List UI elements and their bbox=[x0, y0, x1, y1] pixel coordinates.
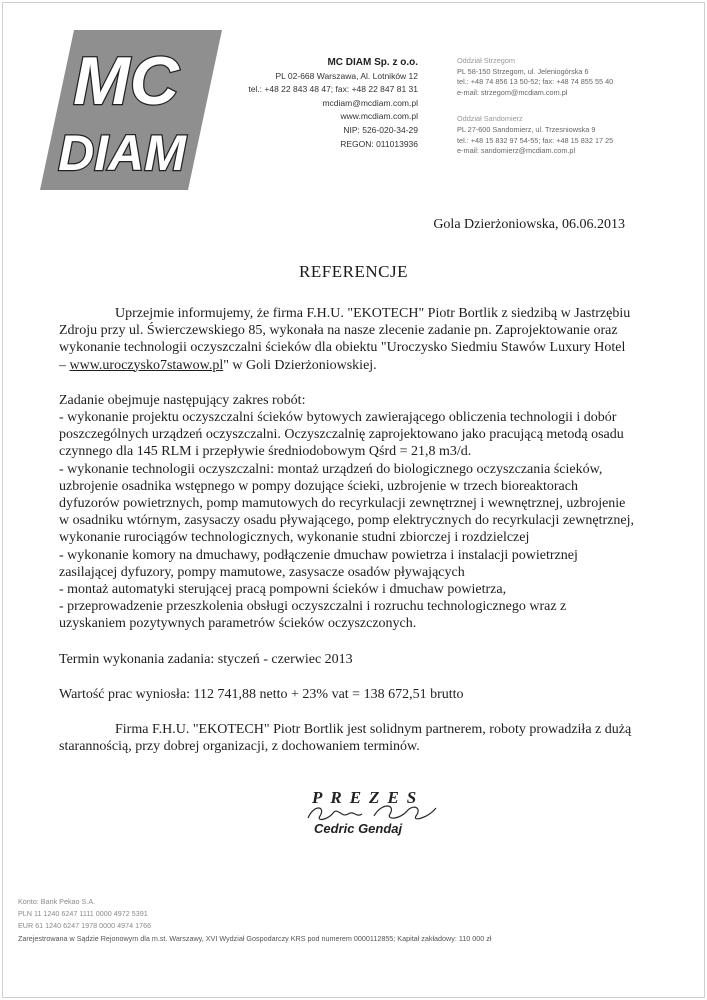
company-address: PL 02-668 Warszawa, Al. Lotników 12 bbox=[275, 70, 418, 81]
branch-address: PL 27-600 Sandomierz, ul. Trzesniowska 9 bbox=[457, 124, 596, 134]
registration-info: Zarejestrowana w Sądzie Rejonowym dla m.st. Warszawy, XVI Wydział Gospodarczy KRS pod numerem 0000112855; Kapitał zakładowy: 110 000 zł bbox=[18, 934, 492, 944]
document-title: REFERENCJE bbox=[299, 262, 408, 281]
company-phone: tel.: +48 22 843 48 47; fax: +48 22 847 81 31 bbox=[248, 84, 418, 95]
footer bbox=[18, 896, 678, 945]
company-email: mcdiam@mcdiam.com.pl bbox=[322, 97, 418, 108]
branch-phone: tel.: +48 74 856 13 50-52; fax: +48 74 855 55 40 bbox=[457, 77, 614, 87]
letter-body bbox=[59, 305, 634, 755]
intro-paragraph bbox=[59, 305, 634, 374]
scope-item-automation: - montaż automatyki sterującej pracą pompowni ścieków i dmuchaw powietrza, bbox=[59, 582, 507, 598]
scope-item-training: - przeprowadzenie przeszkolenia obsługi oczyszczalni i rozruchu technologicznego wraz z uzyskaniem pozytywnych parametrów ścieków oczyszczonych. bbox=[59, 599, 567, 632]
hotel-website-link[interactable]: www.uroczysko7stawow.pl bbox=[69, 357, 224, 373]
branch-email: e-mail: sandomierz@mcdiam.com.pl bbox=[457, 146, 576, 156]
intro-text-end: " w Goli Dzierżoniowskiej. bbox=[223, 357, 377, 373]
company-name: MC DIAM Sp. z o.o. bbox=[327, 57, 418, 68]
bank-account-pln: PLN 11 1240 6247 1111 0000 4972 5391 bbox=[18, 908, 148, 918]
branch-offices bbox=[457, 56, 697, 157]
branch-address: PL 58-150 Strzegom, ul. Jeleniogórska 6 bbox=[457, 66, 589, 76]
branch-title: Oddział Sandomierz bbox=[457, 114, 523, 124]
logo-diam-text: DIAM bbox=[58, 125, 186, 181]
bank-name: Konto: Bank Pekao S.A. bbox=[18, 897, 96, 906]
signer-name: Cedric Gendaj bbox=[314, 821, 403, 836]
value-line: Wartość prac wyniosła: 112 741,88 netto + 23% vat = 138 672,51 brutto bbox=[59, 686, 464, 702]
signature-role: PREZES bbox=[312, 788, 425, 807]
company-nip: NIP: 526-020-34-29 bbox=[343, 124, 418, 135]
letter-date: Gola Dzierżoniowska, 06.06.2013 bbox=[433, 217, 625, 232]
bank-account-eur: EUR 61 1240 6247 1978 0000 4974 1766 bbox=[18, 920, 152, 930]
company-info bbox=[230, 56, 418, 151]
scope-item-technology: - wykonanie technologii oczyszczalni: montaż urządzeń do biologicznego oczyszczania ścieków, uzbrojenie osadnika wstępnego w pompy dozujące ścieki, uzbrojenie w trzech bioreaktorach dyfuzorów powietrznych, pomp mamutowych do recyrkulacji zewnętrznej i wewnętrznej, uzbrojenie w osadniku wtórnym, zasysaczy osadu pływającego, pomp elektrycznych do recyrkulacji zewnętrznej, wykonanie rurociągów technologicznych, wykonanie studni zbiorczej i rozdzielczej bbox=[59, 461, 634, 546]
company-regon: REGON: 011013936 bbox=[340, 138, 418, 149]
scope-item-blowers: - wykonanie komory na dmuchawy, podłączenie dmuchaw powietrza i instalacji powietrznej zasilającej dyfuzory, pompy mamutowe, zasysacze osadów pływających bbox=[59, 547, 578, 580]
term-line: Termin wykonania zadania: styczeń - czerwiec 2013 bbox=[59, 651, 353, 667]
branch-strzegom bbox=[457, 56, 697, 98]
logo-mc-text: MC bbox=[73, 43, 179, 119]
company-logo bbox=[40, 30, 222, 190]
closing-paragraph: Firma F.H.U. "EKOTECH" Piotr Bortlik jest solidnym partnerem, roboty prowadziła z dużą starannością, przy dobrej organizacji, z dochowaniem terminów. bbox=[59, 722, 632, 755]
branch-sandomierz bbox=[457, 114, 697, 156]
branch-phone: tel.: +48 15 832 97 54-55; fax: +48 15 832 17 25 bbox=[457, 135, 614, 145]
scope-intro: Zadanie obejmuje następujący zakres robót: bbox=[59, 392, 306, 408]
branch-email: e-mail: strzegom@mcdiam.com.pl bbox=[457, 87, 568, 97]
signature-stamp bbox=[300, 788, 450, 844]
company-website: www.mcdiam.com.pl bbox=[340, 111, 418, 122]
intro-text: Uprzejmie informujemy, że firma F.H.U. "EKOTECH" Piotr Bortlik z siedzibą w Jastrzębiu Zdroju przy ul. Świerczewskiego 85, wykonała na nasze zlecenie zadanie pn. Zaprojektowanie oraz wykonanie technologii oczyszczalni ścieków dla obiektu "Uroczysko Siedmiu Stawów Luxury Hotel – bbox=[59, 306, 631, 373]
branch-title: Oddział Strzegom bbox=[457, 56, 515, 65]
scope-item-design: - wykonanie projektu oczyszczalni ścieków bytowych zawierającego obliczenia technologii i dobór poszczególnych urządzeń oczyszczalni. Oczyszczalnię zaprojektowano jako pracującą metodą osadu czynnego dla 145 RLM i przepływie średniodobowym Qśrd = 21,8 m3/d. bbox=[59, 410, 624, 460]
